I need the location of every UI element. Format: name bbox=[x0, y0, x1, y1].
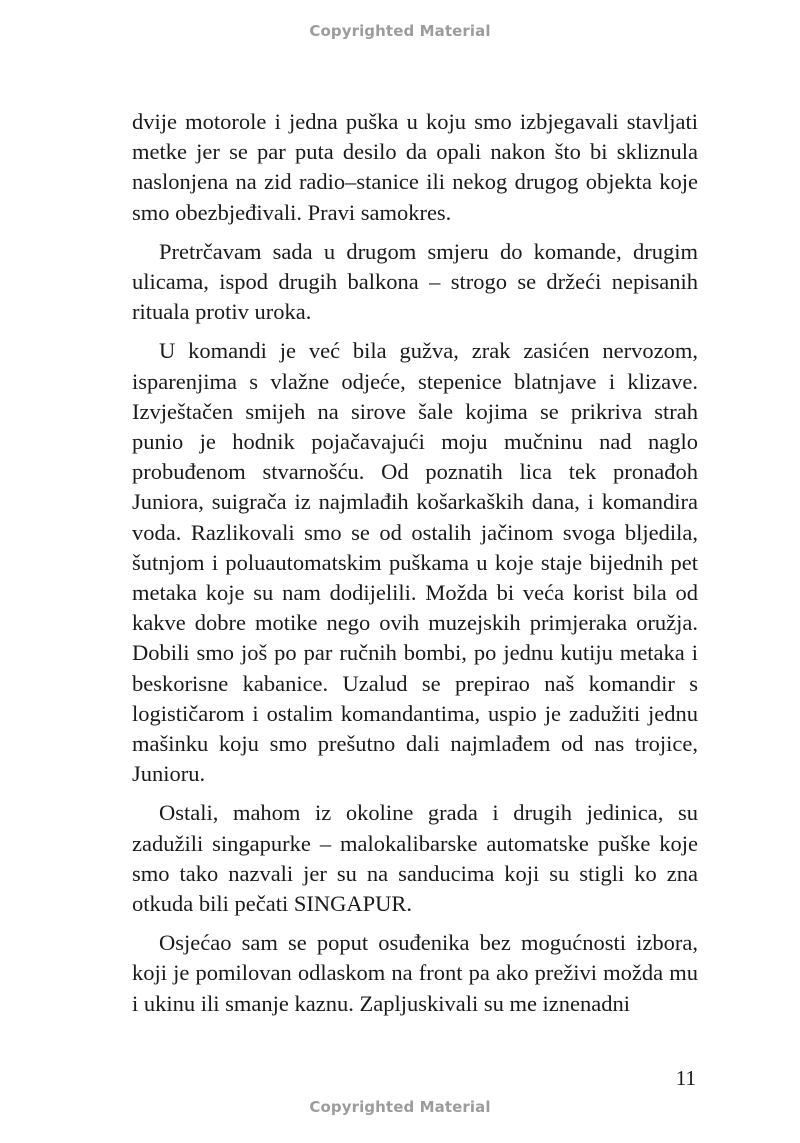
page-body-text bbox=[132, 107, 698, 1028]
paragraph-3: U komandi je već bila gužva, zrak zasićen nervozom, isparenjima s vlažne odjeće, stepenice blatnjave i klizave. Izvještačen smijeh na sirove šale kojima se prikriva strah punio je hodnik pojačavajući moju mučninu nad naglo probuđenom stvarnošću. Od poznatih lica tek pronađoh Juniora, suigrača iz najmlađih košarkaških dana, i komandira voda. Razlikovali smo se od ostalih jačinom svoga bljedila, šutnjom i poluautomatskim puškama u koje staje bijednih pet metaka koje su nam dodijelili. Možda bi veća korist bila od kakve dobre motike nego ovih muzejskih primjeraka oružja. Dobili smo još po par ručnih bombi, po jednu kutiju metaka i beskorisne kabanice. Uzalud se prepirao naš komandir s logističarom i ostalim komandantima, uspio je zadužiti jednu mašinku koju smo prešutno dali najmlađem od nas trojice, Junioru. bbox=[132, 338, 698, 787]
paragraph-2: Pretrčavam sada u drugom smjeru do komande, drugim ulicama, ispod drugih balkona – strogo se držeći nepisanih rituala protiv uroka. bbox=[132, 238, 698, 325]
copyright-watermark-top: Copyrighted Material bbox=[309, 22, 491, 40]
page-number: 11 bbox=[675, 1066, 696, 1090]
copyright-watermark-bottom: Copyrighted Material bbox=[309, 1098, 491, 1116]
paragraph-4: Ostali, mahom iz okoline grada i drugih jedinica, su zadužili singapurke – malokalibarske automatske puške koje smo tako nazvali jer su na sanducima koji su stigli ko zna otkuda bili pečati SINGAPUR. bbox=[132, 800, 698, 917]
paragraph-5: Osjećao sam se poput osuđenika bez mogućnosti izbora, koji je pomilovan odlaskom na front pa ako preživi možda mu i ukinu ili smanje kaznu. Zapljuskivali su me iznenadni bbox=[132, 930, 698, 1016]
paragraph-1: dvije motorole i jedna puška u koju smo izbjegavali stavljati metke jer se par puta desilo da opali nakon što bi skliznula naslonjena na zid radio–stanice ili nekog drugog objekta koje smo obezbjeđivali. Pravi samokres. bbox=[132, 109, 698, 225]
